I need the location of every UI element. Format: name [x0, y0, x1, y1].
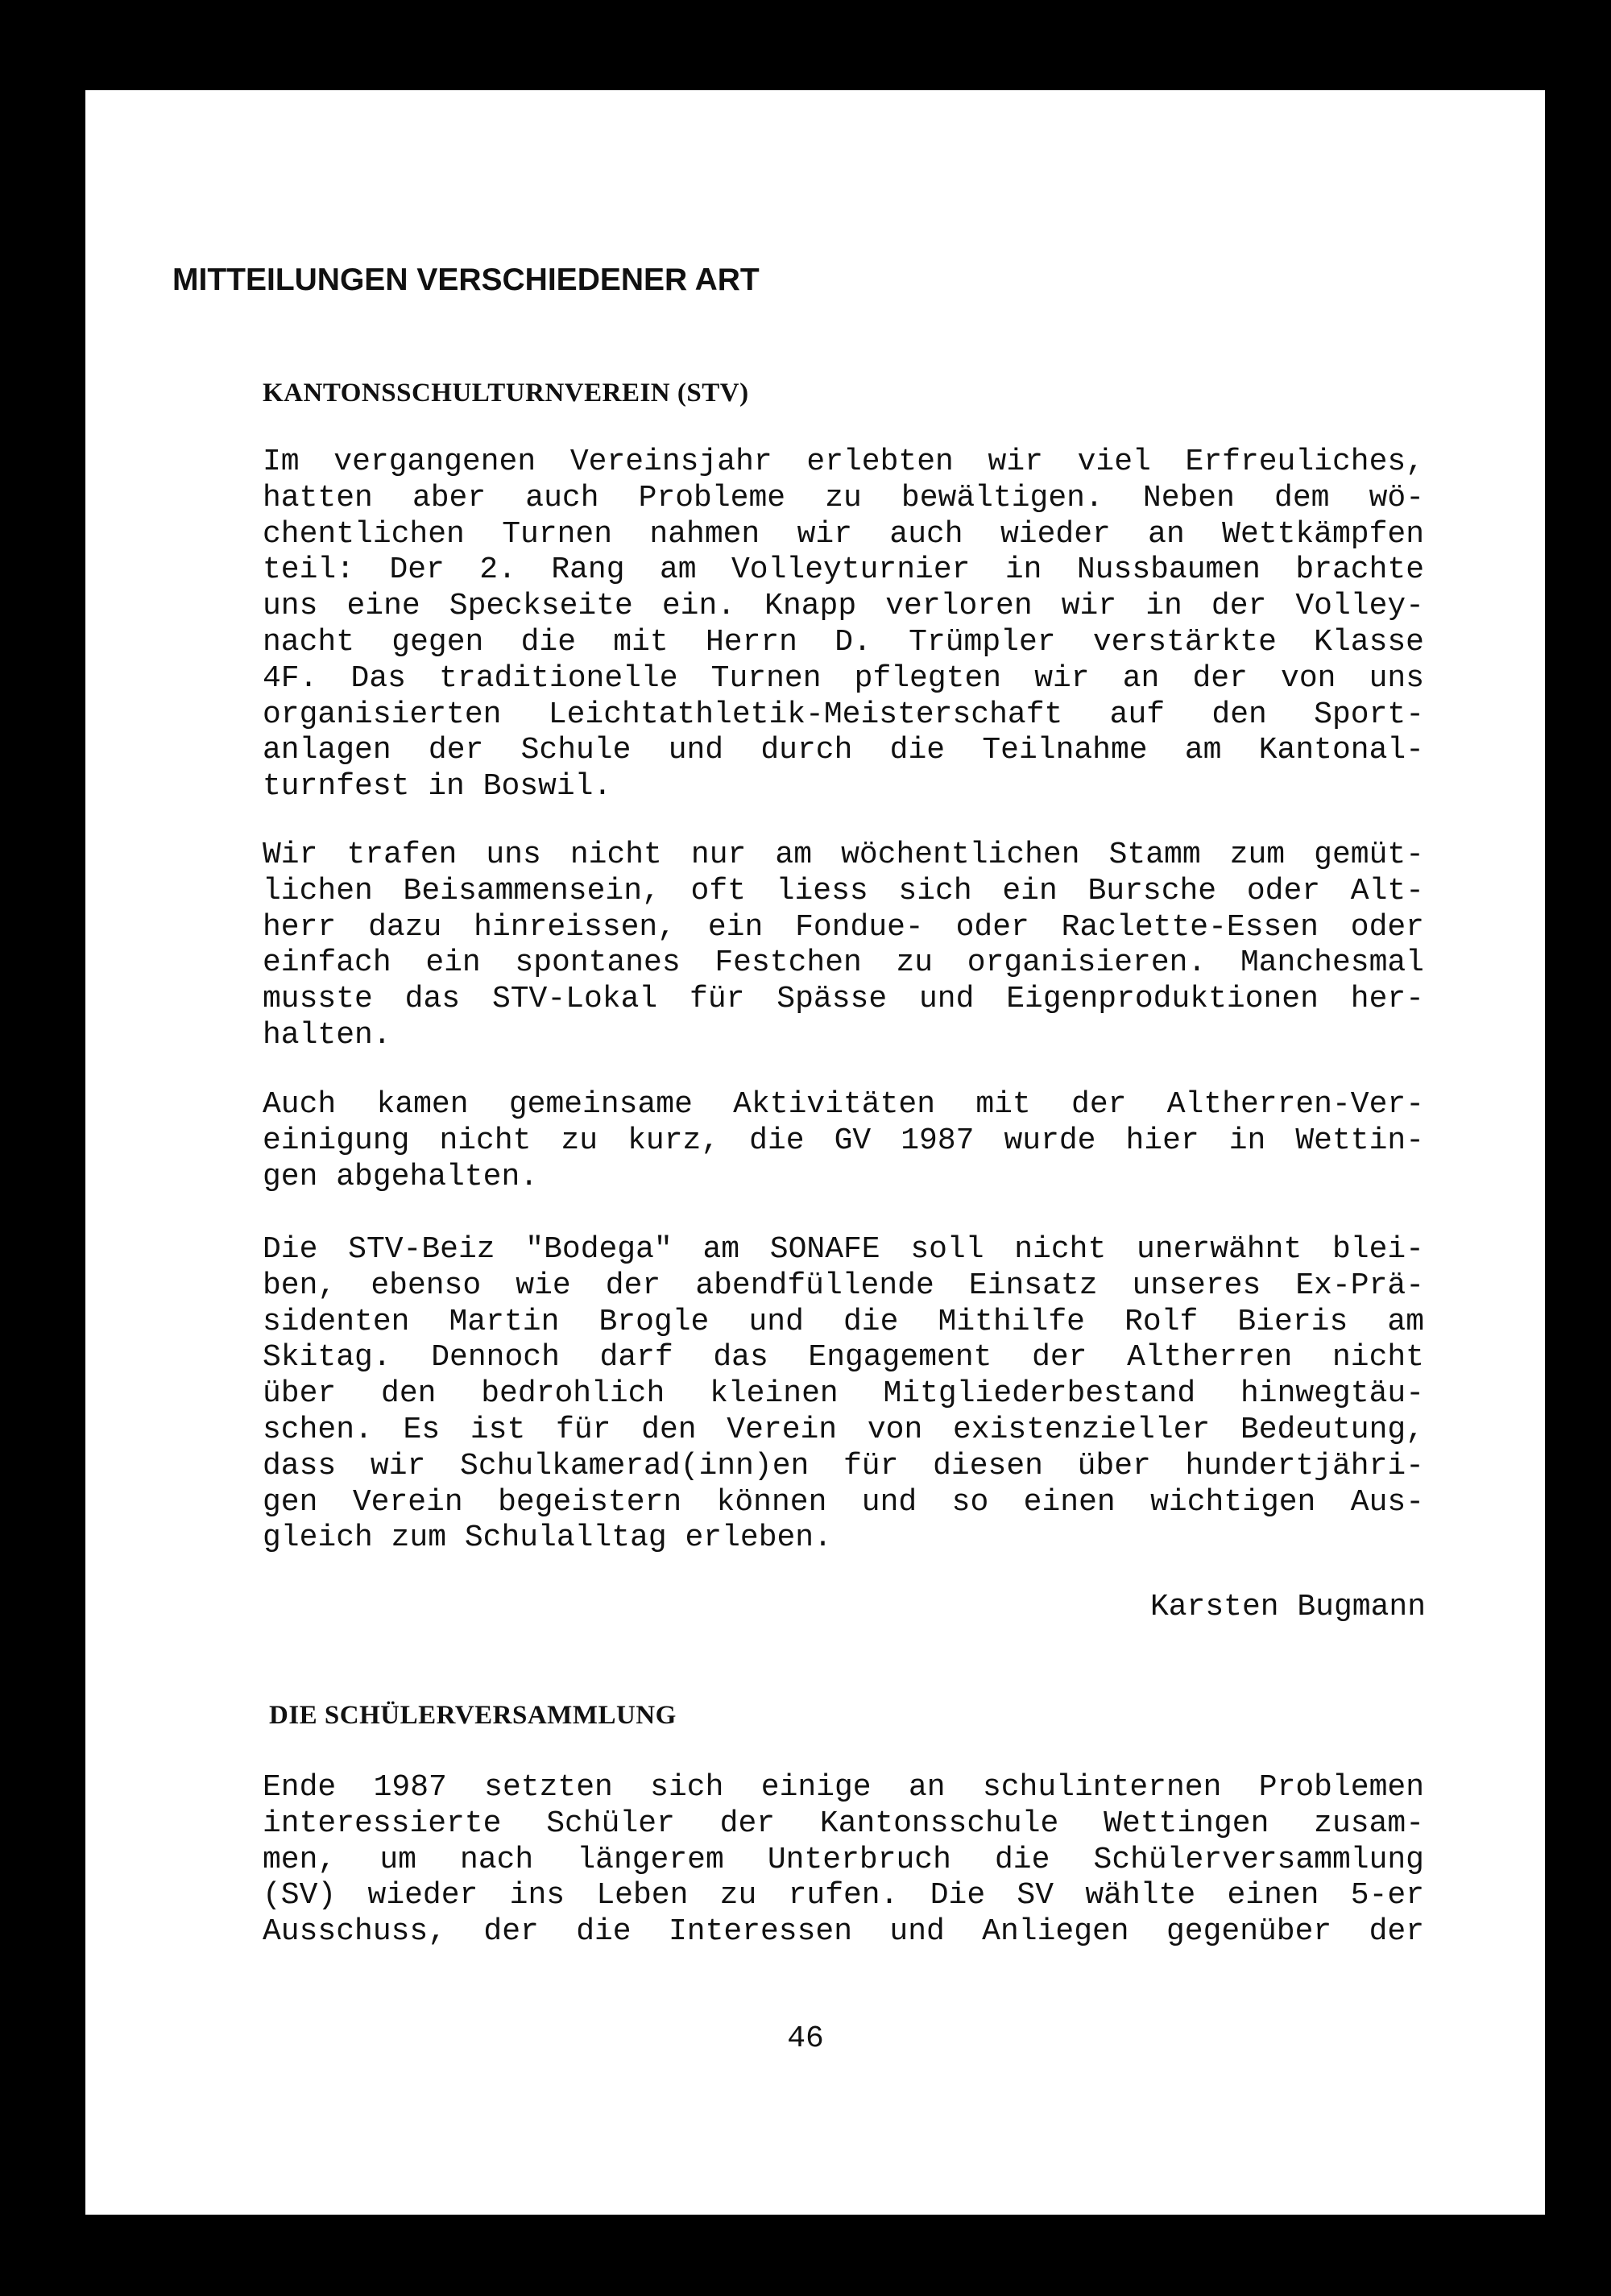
text-line: turnfest in Boswil.	[263, 769, 612, 805]
paragraph-stv-2	[263, 838, 1424, 1054]
text-line: sidenten Martin Brogle und die Mithilfe Rolf Bieris am	[263, 1304, 1424, 1339]
text-line: Im vergangenen Vereinsjahr erlebten wir viel Erfreuliches,	[263, 445, 1424, 479]
text-line: Ende 1987 setzten sich einige an schulinternen Problemen	[263, 1770, 1424, 1805]
text-line: chentlichen Turnen nahmen wir auch wieder an Wettkämpfen	[263, 516, 1424, 552]
text-line: einfach ein spontanes Festchen zu organisieren. Manchesmal	[263, 945, 1424, 981]
text-line: schen. Es ist für den Verein von existenzieller Bedeutung,	[263, 1412, 1424, 1447]
text-line: men, um nach längerem Unterbruch die Schülerversammlung	[263, 1842, 1424, 1877]
text-line: musste das STV-Lokal für Spässe und Eigenproduktionen her-	[263, 982, 1424, 1017]
paragraph-stv-3	[263, 1087, 1424, 1195]
section-heading-sv: DIE SCHÜLERVERSAMMLUNG	[269, 1701, 677, 1730]
text-line: teil: Der 2. Rang am Volleyturnier in Nussbaumen brachte	[263, 552, 1424, 588]
text-line: uns eine Speckseite ein. Knapp verloren wir in der Volley-	[263, 589, 1424, 624]
text-line: (SV) wieder ins Leben zu rufen. Die SV wählte einen 5-er	[263, 1878, 1424, 1913]
text-line: nacht gegen die mit Herrn D. Trümpler verstärkte Klasse	[263, 624, 1424, 660]
text-line: interessierte Schüler der Kantonsschule Wettingen zusam-	[263, 1806, 1424, 1841]
text-line: herr dazu hinreissen, ein Fondue- oder Raclette-Essen oder	[263, 909, 1424, 945]
text-line: 4F. Das traditionelle Turnen pflegten wir an der von uns	[263, 660, 1424, 696]
text-line: Auch kamen gemeinsame Aktivitäten mit der Altherren-Ver-	[263, 1087, 1424, 1122]
text-line: Wir trafen uns nicht nur am wöchentlichen Stamm zum gemüt-	[263, 838, 1424, 872]
text-line: gen Verein begeistern können und so einen wichtigen Aus-	[263, 1484, 1424, 1520]
text-line: anlagen der Schule und durch die Teilnahme am Kantonal-	[263, 733, 1424, 768]
page-title: MITTEILUNGEN VERSCHIEDENER ART	[172, 263, 760, 297]
text-line: halten.	[263, 1017, 391, 1053]
text-line: gleich zum Schulalltag erleben.	[263, 1520, 832, 1556]
text-line: Die STV-Beiz "Bodega" am SONAFE soll nicht unerwähnt blei-	[263, 1232, 1424, 1267]
paragraph-sv-1	[263, 1770, 1424, 1951]
author-signature: Karsten Bugmann	[1149, 1590, 1426, 1624]
text-line: Skitag. Dennoch darf das Engagement der Altherren nicht	[263, 1340, 1424, 1376]
text-line: organisierten Leichtathletik-Meisterschaft auf den Sport-	[263, 697, 1424, 732]
page-number: 46	[787, 2021, 824, 2056]
text-line: über den bedrohlich kleinen Mitgliederbestand hinwegtäu-	[263, 1376, 1424, 1412]
text-line: dass wir Schulkamerad(inn)en für diesen über hundertjähri-	[263, 1448, 1424, 1483]
text-line: Ausschuss, der die Interessen und Anliegen gegenüber der	[263, 1914, 1424, 1950]
paragraph-stv-4	[263, 1232, 1424, 1557]
text-line: lichen Beisammensein, oft liess sich ein Bursche oder Alt-	[263, 873, 1424, 908]
section-heading-stv: KANTONSSCHULTURNVEREIN (STV)	[263, 379, 749, 407]
text-line: hatten aber auch Probleme zu bewältigen. Neben dem wö-	[263, 480, 1424, 515]
text-line: gen abgehalten.	[263, 1159, 539, 1194]
text-line: einigung nicht zu kurz, die GV 1987 wurde hier in Wettin-	[263, 1123, 1424, 1158]
paragraph-stv-1	[263, 445, 1424, 805]
text-line: ben, ebenso wie der abendfüllende Einsatz unseres Ex-Prä-	[263, 1268, 1424, 1303]
